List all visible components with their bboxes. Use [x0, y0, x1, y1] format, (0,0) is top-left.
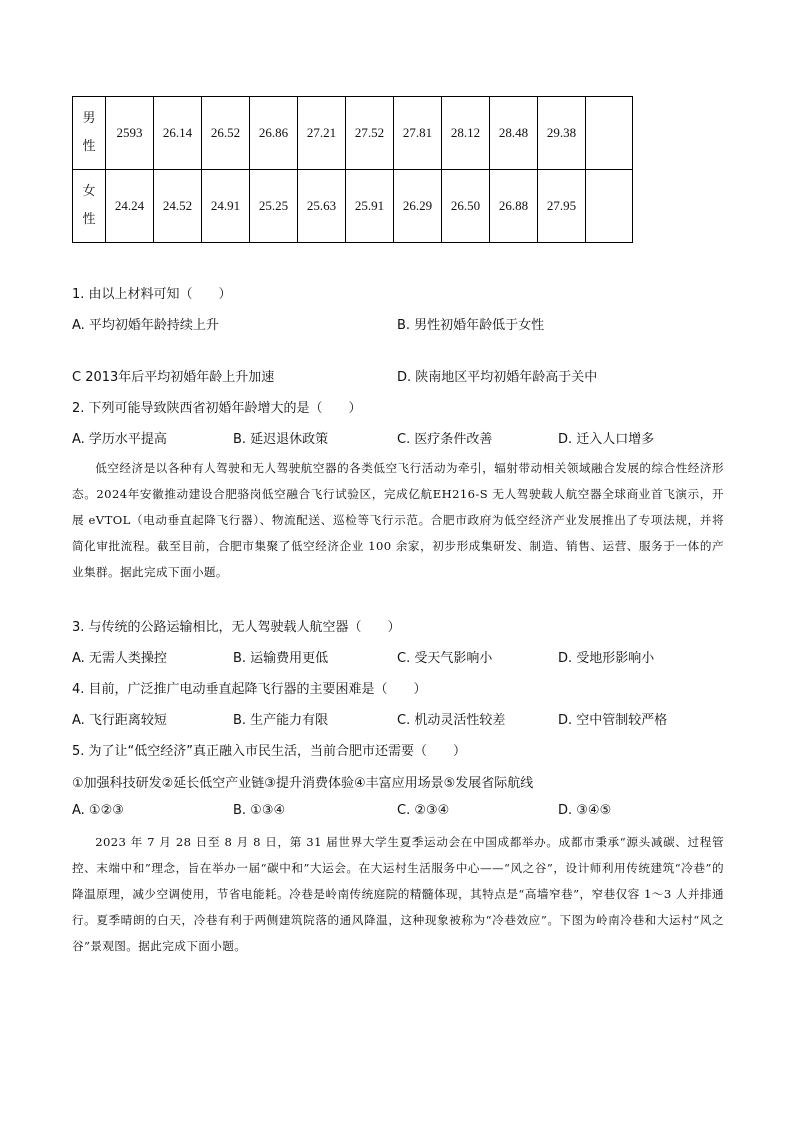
table-cell: 28.48: [490, 97, 538, 170]
table-cell: 29.38: [538, 97, 586, 170]
table-cell: 24.24: [106, 170, 154, 243]
question-1-option-d: D. 陕南地区平均初婚年龄高于关中: [397, 370, 598, 385]
table-cell: 24.52: [154, 170, 202, 243]
question-3-option-b: B. 运输费用更低: [233, 651, 329, 666]
question-3-option-a: A. 无需人类操控: [72, 651, 167, 666]
question-4-option-c: C. 机动灵活性较差: [397, 713, 506, 728]
table-cell: 25.91: [346, 170, 394, 243]
question-3-stem: 3. 与传统的公路运输相比，无人驾驶载人航空器（ ）: [72, 620, 401, 635]
question-5-option-b: B. ①③④: [233, 803, 286, 818]
question-2-option-d: D. 迁入人口增多: [558, 432, 655, 447]
table-cell: 27.95: [538, 170, 586, 243]
passage-low-altitude-economy: 低空经济是以各种有人驾驶和无人驾驶航空器的各类低空飞行活动为牵引，辐射带动相关领域融合发展的综合性经济形态。2024年安徽推动建设合肥骆岗低空融合飞行试验区，完成亿航EH216-S 无人驾驶载人航空器全球商业首飞演示，开展 eVTOL（电动垂直起降飞行器）、物流配送、巡检等飞行示范。合肥市政府为低空经济产业发展推出了专项法规，并将简化审批流程。截至目前，合肥市集聚了低空经济企业 100 余家，初步形成集研发、制造、销售、运营、服务于一体的产业集群。据此完成下面小题。: [72, 461, 724, 579]
question-5-option-a: A. ①②③: [72, 803, 124, 818]
row-label-male: 男 性: [73, 97, 106, 170]
question-4-option-b: B. 生产能力有限: [233, 713, 329, 728]
table-cell: 24.91: [202, 170, 250, 243]
question-3-option-d: D. 受地形影响小: [558, 651, 655, 666]
table-cell: [586, 170, 633, 243]
question-2-option-a: A. 学历水平提高: [72, 432, 167, 447]
table-cell: 27.52: [346, 97, 394, 170]
question-4-stem: 4. 目前，广泛推广电动垂直起降飞行器的主要困难是（ ）: [72, 682, 427, 697]
table-cell: 26.52: [202, 97, 250, 170]
table-cell: 26.50: [442, 170, 490, 243]
table-cell: 26.29: [394, 170, 442, 243]
question-1-option-a: A. 平均初婚年龄持续上升: [72, 318, 219, 333]
question-3-option-c: C. 受天气影响小: [397, 651, 493, 666]
question-1-stem: 1. 由以上材料可知（ ）: [72, 287, 232, 302]
question-2-stem: 2. 下列可能导致陕西省初婚年龄增大的是（ ）: [72, 401, 362, 416]
question-5-option-d: D. ③④⑤: [558, 803, 612, 818]
table-cell: 26.88: [490, 170, 538, 243]
table-cell: 28.12: [442, 97, 490, 170]
table-cell: 25.25: [250, 170, 298, 243]
question-4-option-a: A. 飞行距离较短: [72, 713, 167, 728]
row-label-female: 女 性: [73, 170, 106, 243]
table-row-male: [73, 97, 633, 170]
question-5-option-c: C. ②③④: [397, 803, 450, 818]
question-5-items: ①加强科技研发②延长低空产业链③提升消费体验④丰富应用场景⑤发展省际航线: [72, 776, 534, 791]
question-5-stem: 5. 为了让“低空经济”真正融入市民生活，当前合肥市还需要（ ）: [72, 744, 467, 759]
table-cell: 26.14: [154, 97, 202, 170]
table-cell: 2593: [106, 97, 154, 170]
table-cell: 25.63: [298, 170, 346, 243]
marriage-age-table: [72, 96, 633, 243]
question-4-option-d: D. 空中管制较严格: [558, 713, 668, 728]
question-2-option-b: B. 延迟退休政策: [233, 432, 329, 447]
question-1-option-b: B. 男性初婚年龄低于女性: [397, 318, 545, 333]
question-2-option-c: C. 医疗条件改善: [397, 432, 493, 447]
question-1-option-c: C 2013年后平均初婚年龄上升加速: [72, 370, 275, 385]
table-cell: 26.86: [250, 97, 298, 170]
passage-universiade-cold-lane: 2023 年 7 月 28 日至 8 月 8 日，第 31 届世界大学生夏季运动会在中国成都举办。成都市秉承“源头减碳、过程管控、末端中和”理念，旨在举办一届“碳中和”大运会。在大运村生活服务中心——“风之谷”，设计师利用传统建筑“冷巷”的降温原理，减少空调使用，节省电能耗。冷巷是岭南传统庭院的精髓体现，其特点是“高墙窄巷”，窄巷仅容 1～3 人并排通行。夏季晴朗的白天，冷巷有利于两侧建筑院落的通风降温，这种现象被称为“冷巷效应”。下图为岭南冷巷和大运村“风之谷”景观图。据此完成下面小题。: [72, 835, 724, 953]
table-cell: 27.21: [298, 97, 346, 170]
table-cell: 27.81: [394, 97, 442, 170]
table-cell: [586, 97, 633, 170]
table-row-female: [73, 170, 633, 243]
